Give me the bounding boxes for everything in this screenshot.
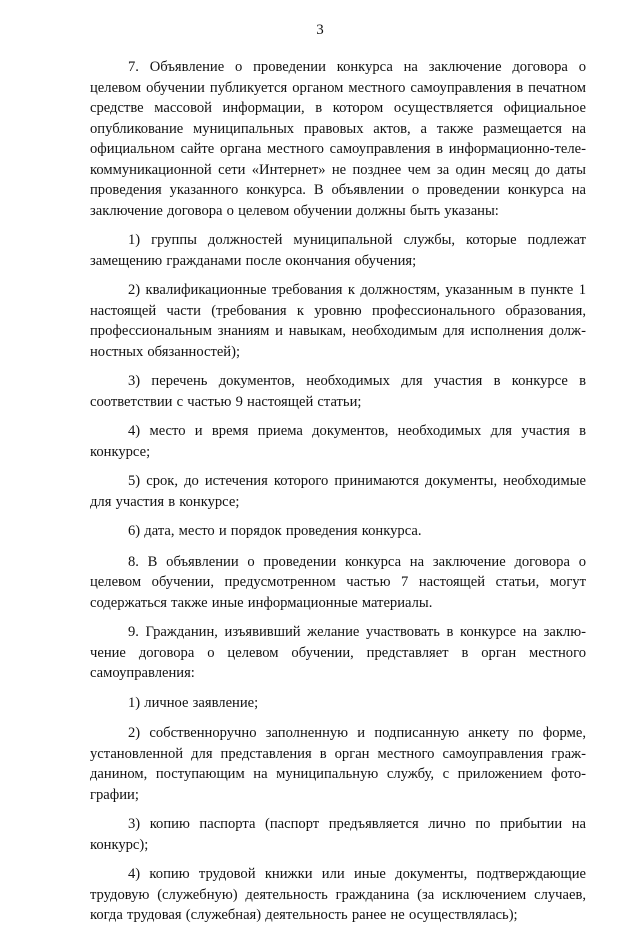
paragraph-9-item-2: 2) собственноручно заполненную и подписанную анкету по форме, установленной для представления в орган местного самоуправления гражданином, поступающим на муниципальную службу, с приложением фотографии; <box>90 725 586 803</box>
paragraph-7-item-6: 6) дата, место и порядок проведения конкурса. <box>128 523 422 539</box>
paragraph-9: 9. Гражданин, изъявивший желание участвовать в конкурсе на заключение договора о целевом обучении, представляет в орган местного самоуправления: <box>90 624 586 681</box>
document-body <box>90 57 586 935</box>
paragraph-9-item-4: 4) копию трудовой книжки или иные документы, подтверждающие трудовую (служебную) деятельность гражданина (за исключением случаев, когда трудовая (служебная) деятельность ранее не осуществлялась); <box>90 866 586 923</box>
paragraph-8: 8. В объявлении о проведении конкурса на заключение договора о целевом обучении, предусмотренном частью 7 настоящей статьи, могут содержаться также иные информационные материалы. <box>90 553 586 611</box>
paragraph-9-item-3: 3) копию паспорта (паспорт предъявляется лично по прибытии на конкурс); <box>90 816 586 853</box>
paragraph-9-item-1: 1) личное заявление; <box>128 694 259 711</box>
paragraph-7: 7. Объявление о проведении конкурса на заключение договора о целевом обучении публикуется органом местного самоуправления в печатном средстве массовой информации, в котором осуществляется официальное опубликование муниципальных правовых актов, а также размещается на официальном сайте органа местного самоуправления в информационно-телекоммуникационной сети «Интернет» не позднее чем за один месяц до даты проведения указанного конкурса. В объявлении о проведении конкурса на заключение договора о целевом обучении должны быть указаны: <box>90 59 586 219</box>
paragraph-7-item-1: 1) группы должностей муниципальной службы, которые подлежат замещению гражданами после окончания обучения; <box>90 232 586 269</box>
paragraph-7-item-5: 5) срок, до истечения которого принимаются документы, необходимые для участия в конкурсе; <box>90 473 586 510</box>
paragraph-7-item-2: 2) квалификационные требования к должностям, указанным в пункте 1 настоящей части (требования к уровню профессионального образования, профессиональным знаниям и навыкам, необходимым для исполнения должностных обязанностей); <box>90 282 586 360</box>
paragraph-7-item-4: 4) место и время приема документов, необходимых для участия в конкурсе; <box>90 423 586 460</box>
paragraph-7-item-3: 3) перечень документов, необходимых для участия в конкурсе в соответствии с частью 9 настоящей статьи; <box>90 373 586 410</box>
page-number: 3 <box>316 22 324 38</box>
